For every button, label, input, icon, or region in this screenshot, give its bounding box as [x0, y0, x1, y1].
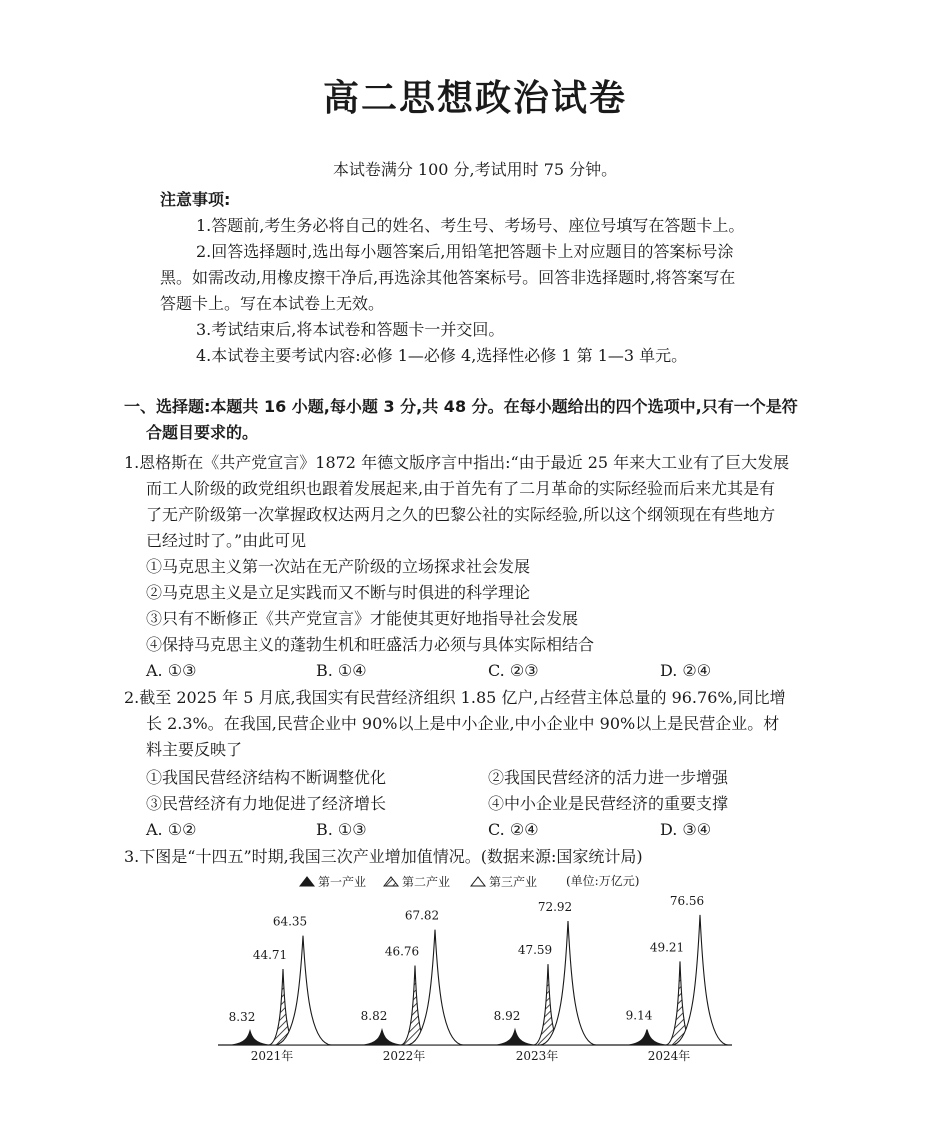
- q1-statement: ①马克思主义第一次站在无产阶级的立场探求社会发展: [146, 557, 531, 576]
- q2-stem-line: 2.截至 2025 年 5 月底,我国实有民营经济组织 1.85 亿户,占经营主体总量的 96.76%,同比增: [124, 688, 786, 707]
- legend-label-1: 第一产业: [318, 875, 367, 889]
- q1-option-d: D. ②④: [660, 661, 712, 680]
- x-tick-label: 2022年: [382, 1049, 426, 1063]
- q1-statement: ③只有不断修正《共产党宣言》才能使其更好地指导社会发展: [146, 609, 579, 628]
- q2-option-b: B. ①③: [316, 820, 367, 839]
- q1-statement: ②马克思主义是立足实践而又不断与时俱进的科学理论: [146, 583, 531, 602]
- q1-statement: ④保持马克思主义的蓬勃生机和旺盛活力必须与具体实际相结合: [146, 635, 595, 654]
- q2-stem-line: 长 2.3%。在我国,民营企业中 90%以上是中小企业,中小企业中 90%以上是民营企业。材: [146, 714, 780, 733]
- section-heading: 一、选择题:本题共 16 小题,每小题 3 分,共 48 分。在每小题给出的四个选项中,只有一个是符: [124, 397, 798, 416]
- q1-option-b: B. ①④: [316, 661, 367, 680]
- notice-line: 4.本试卷主要考试内容:必修 1—必修 4,选择性必修 1 第 1—3 单元。: [196, 346, 688, 365]
- value-label: 8.82: [360, 1009, 388, 1024]
- q2-statement: ④中小企业是民营经济的重要支撑: [488, 794, 729, 813]
- q1-stem-line: 而工人阶级的政党组织也跟着发展起来,由于首先有了二月革命的实际经验而后来尤其是有: [146, 479, 776, 498]
- value-label: 9.14: [625, 1008, 653, 1023]
- q2-statement: ③民营经济有力地促进了经济增长: [146, 794, 387, 813]
- peak-primary: [497, 1030, 533, 1045]
- q1-stem-line: 1.恩格斯在《共产党宣言》1872 年德文版序言中指出:“由于最近 25 年来大工业有了巨大发展: [124, 453, 790, 472]
- q2-option-c: C. ②④: [488, 820, 539, 839]
- legend-marker-2: [384, 877, 398, 886]
- value-label: 76.56: [669, 893, 705, 908]
- value-label: 8.92: [493, 1008, 521, 1023]
- x-tick-label: 2024年: [647, 1049, 691, 1063]
- exam-subtitle: 本试卷满分 100 分,考试用时 75 分钟。: [332, 160, 618, 179]
- value-label: 8.32: [228, 1009, 256, 1024]
- notice-line: 3.考试结束后,将本试卷和答题卡一并交回。: [196, 320, 505, 339]
- value-label: 44.71: [252, 947, 288, 962]
- q2-statement: ①我国民营经济结构不断调整优化: [146, 768, 387, 787]
- q1-option-c: C. ②③: [488, 661, 539, 680]
- industry-value-chart: [0, 868, 950, 1068]
- legend-marker-3: [471, 877, 485, 886]
- q2-stem-line: 料主要反映了: [146, 740, 243, 759]
- legend-label-3: 第三产业: [489, 875, 538, 889]
- value-label: 64.35: [272, 914, 308, 929]
- notice-line: 黑。如需改动,用橡皮擦干净后,再选涂其他答案标号。回答非选择题时,将答案写在: [160, 268, 736, 287]
- section-heading-cont: 合题目要求的。: [146, 423, 259, 442]
- q2-option-a: A. ①②: [146, 820, 197, 839]
- value-label: 49.21: [649, 940, 685, 955]
- peak-primary: [629, 1029, 665, 1045]
- peak-primary: [232, 1031, 268, 1045]
- value-label: 47.59: [517, 943, 553, 958]
- value-label: 46.76: [384, 944, 420, 959]
- chart-unit-label: (单位:万亿元): [566, 874, 640, 888]
- notice-heading: 注意事项:: [160, 190, 231, 209]
- peak-primary: [364, 1030, 400, 1045]
- q2-option-d: D. ③④: [660, 820, 712, 839]
- notice-line: 答题卡上。写在本试卷上无效。: [160, 294, 385, 313]
- x-tick-label: 2021年: [250, 1049, 294, 1063]
- notice-line: 1.答题前,考生务必将自己的姓名、考生号、考场号、座位号填写在答题卡上。: [196, 216, 745, 235]
- q1-stem-line: 已经过时了。”由此可见: [146, 531, 307, 550]
- notice-line: 2.回答选择题时,选出每小题答案后,用铅笔把答题卡上对应题目的答案标号涂: [196, 242, 734, 261]
- q1-option-a: A. ①③: [146, 661, 197, 680]
- legend-marker-1: [300, 877, 314, 886]
- q3-stem: 3.下图是“十四五”时期,我国三次产业增加值情况。(数据来源:国家统计局): [124, 847, 643, 866]
- q2-statement: ②我国民营经济的活力进一步增强: [488, 768, 729, 787]
- q1-stem-line: 了无产阶级第一次掌握政权达两月之久的巴黎公社的实际经验,所以这个纲领现在有些地方: [146, 505, 776, 524]
- x-tick-label: 2023年: [515, 1049, 559, 1063]
- legend-label-2: 第二产业: [402, 875, 451, 889]
- page-title: 高二思想政治试卷: [322, 78, 627, 119]
- value-label: 67.82: [404, 908, 440, 923]
- value-label: 72.92: [537, 900, 573, 915]
